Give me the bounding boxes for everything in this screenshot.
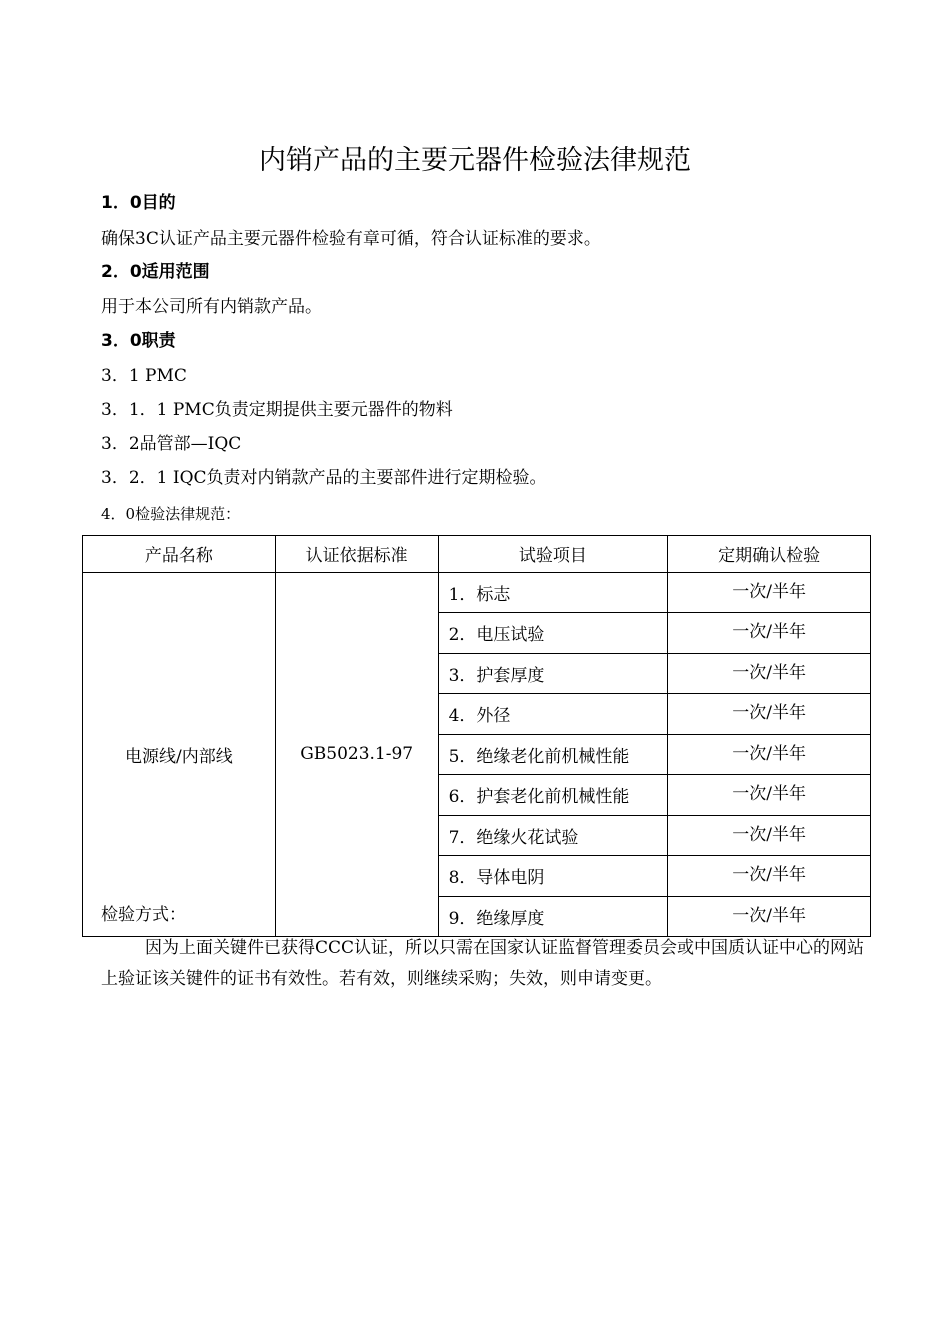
frequency-cell: 一次/半年 (668, 775, 871, 816)
frequency-cell: 一次/半年 (668, 896, 871, 937)
frequency-cell: 一次/半年 (668, 572, 871, 613)
table-header-row (83, 536, 871, 573)
test-item-cell: 3．护套厚度 (438, 653, 668, 694)
product-name-cell: 电源线/内部线 (83, 572, 276, 937)
test-item-cell: 9．绝缘厚度 (438, 896, 668, 937)
test-item-cell: 2．电压试验 (438, 613, 668, 654)
section-3-1: 3．1 PMC (101, 366, 187, 386)
test-item-cell: 6．护套老化前机械性能 (438, 775, 668, 816)
section-1-heading: 1．0目的 (101, 193, 176, 213)
header-product-name: 产品名称 (83, 536, 276, 573)
test-item-cell: 4．外径 (438, 694, 668, 735)
test-item-cell: 8．导体电阴 (438, 856, 668, 897)
inspection-method-text: 因为上面关键件已获得CCC认证，所以只需在国家认证监督管理委员会或中国质认证中心的网站上验证该关键件的证书有效性。若有效，则继续采购；失效，则申请变更。 (101, 938, 865, 989)
frequency-cell: 一次/半年 (668, 734, 871, 775)
section-3-2: 3．2品管部—IQC (101, 434, 242, 454)
document-title: 内销产品的主要元器件检验法律规范 (259, 145, 691, 176)
section-4-heading: 4．0检验法律规范： (101, 505, 241, 523)
test-item-cell: 5．绝缘老化前机械性能 (438, 734, 668, 775)
section-1-text: 确保3C认证产品主要元器件检验有章可循，符合认证标准的要求。 (101, 229, 601, 249)
frequency-cell: 一次/半年 (668, 694, 871, 735)
frequency-cell: 一次/半年 (668, 815, 871, 856)
section-3-1-1: 3．1．1 PMC负责定期提供主要元器件的物料 (101, 400, 453, 420)
frequency-cell: 一次/半年 (668, 856, 871, 897)
section-2-heading: 2．0适用范围 (101, 262, 210, 282)
test-item-cell: 7．绝缘火花试验 (438, 815, 668, 856)
header-test-item: 试验项目 (438, 536, 668, 573)
inspection-method-label: 检验方式： (101, 905, 186, 925)
standard-cell: GB5023.1-97 (275, 572, 438, 937)
header-standard: 认证依据标准 (275, 536, 438, 573)
section-2-text: 用于本公司所有内销款产品。 (101, 297, 322, 317)
test-item-cell: 1．标志 (438, 572, 668, 613)
section-3-2-1: 3．2．1 IQC负责对内销款产品的主要部件进行定期检验。 (101, 468, 547, 488)
frequency-cell: 一次/半年 (668, 653, 871, 694)
frequency-cell: 一次/半年 (668, 613, 871, 654)
inspection-spec-table (82, 535, 871, 937)
table-row (83, 572, 871, 613)
section-3-heading: 3．0职责 (101, 331, 176, 351)
header-periodic-check: 定期确认检验 (668, 536, 871, 573)
